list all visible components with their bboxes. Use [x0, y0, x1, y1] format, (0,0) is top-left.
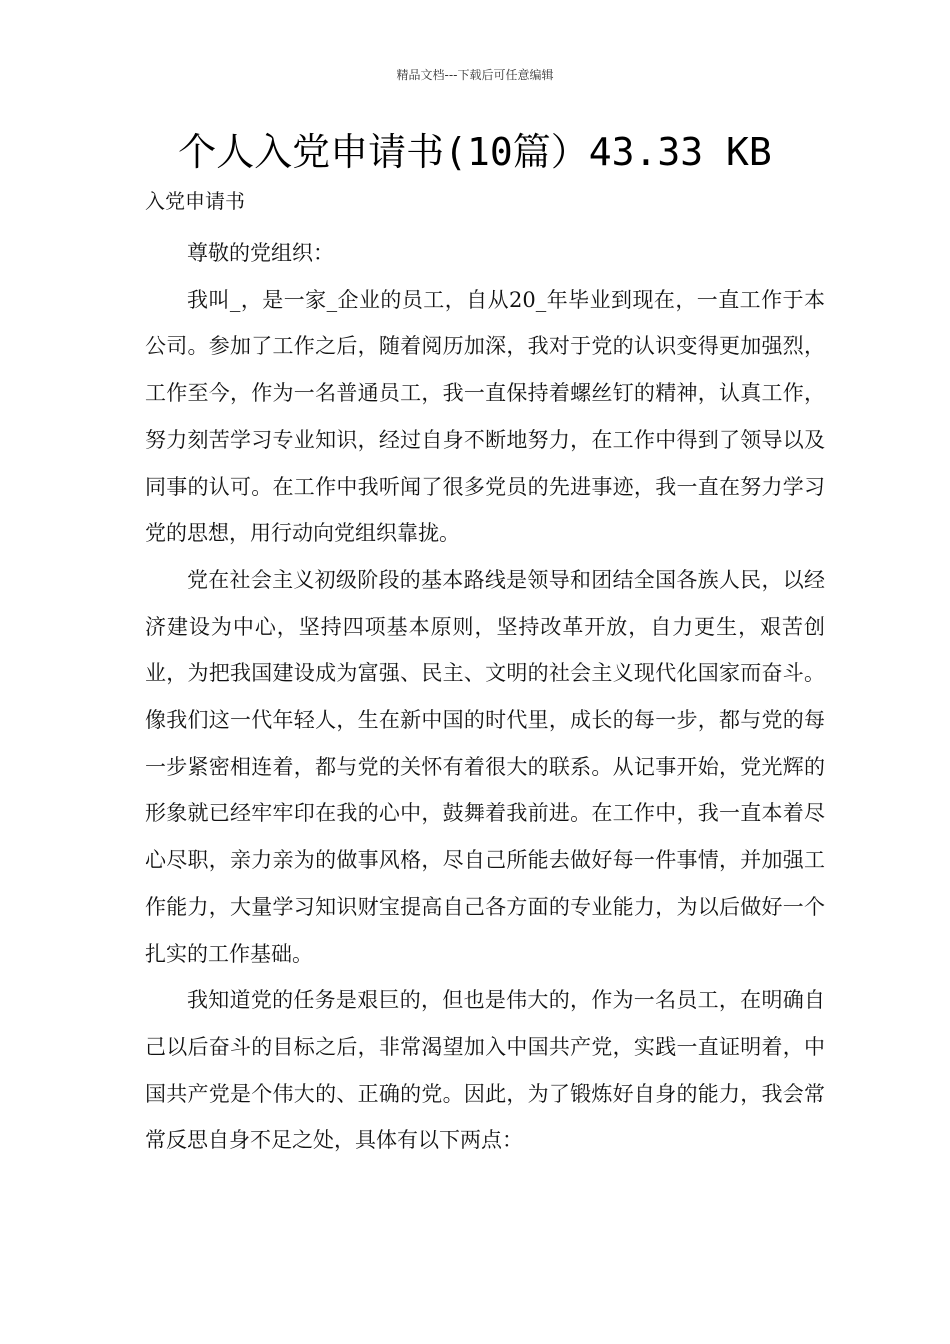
salutation: 尊敬的党组织：: [187, 241, 334, 265]
page-header-note: 精品文档---下载后可任意编辑: [396, 68, 554, 82]
document-body: [145, 230, 825, 1164]
document-subtitle: 入党申请书: [145, 189, 245, 213]
paragraph: 我叫_，是一家_企业的员工，自从20_年毕业到现在，一直工作于本公司。参加了工作之后，随着阅历加深，我对于党的认识变得更加强烈，工作至今，作为一名普通员工，我一直保持着螺丝钉的精神，认真工作，努力刻苦学习专业知识，经过自身不断地努力，在工作中得到了领导以及同事的认可。在工作中我听闻了很多党员的先进事迹，我一直在努力学习党的思想，用行动向党组织靠拢。: [145, 287, 825, 546]
document-title: 个人入党申请书(10篇）43.33 KB: [178, 130, 772, 174]
paragraph: 党在社会主义初级阶段的基本路线是领导和团结全国各族人民，以经济建设为中心，坚持四项基本原则，坚持改革开放，自力更生，艰苦创业，为把我国建设成为富强、民主、文明的社会主义现代化国家而奋斗。像我们这一代年轻人，生在新中国的时代里，成长的每一步，都与党的每一步紧密相连着，都与党的关怀有着很大的联系。从记事开始，党光辉的形象就已经牢牢印在我的心中，鼓舞着我前进。在工作中，我一直本着尽心尽职，亲力亲为的做事风格，尽自己所能去做好每一件事情，并加强工作能力，大量学习知识财宝提高自己各方面的专业能力，为以后做好一个扎实的工作基础。: [145, 567, 825, 966]
paragraph: 我知道党的任务是艰巨的，但也是伟大的，作为一名员工，在明确自己以后奋斗的目标之后，非常渴望加入中国共产党，实践一直证明着，中国共产党是个伟大的、正确的党。因此，为了锻炼好自身的能力，我会常常反思自身不足之处，具体有以下两点：: [145, 988, 825, 1153]
